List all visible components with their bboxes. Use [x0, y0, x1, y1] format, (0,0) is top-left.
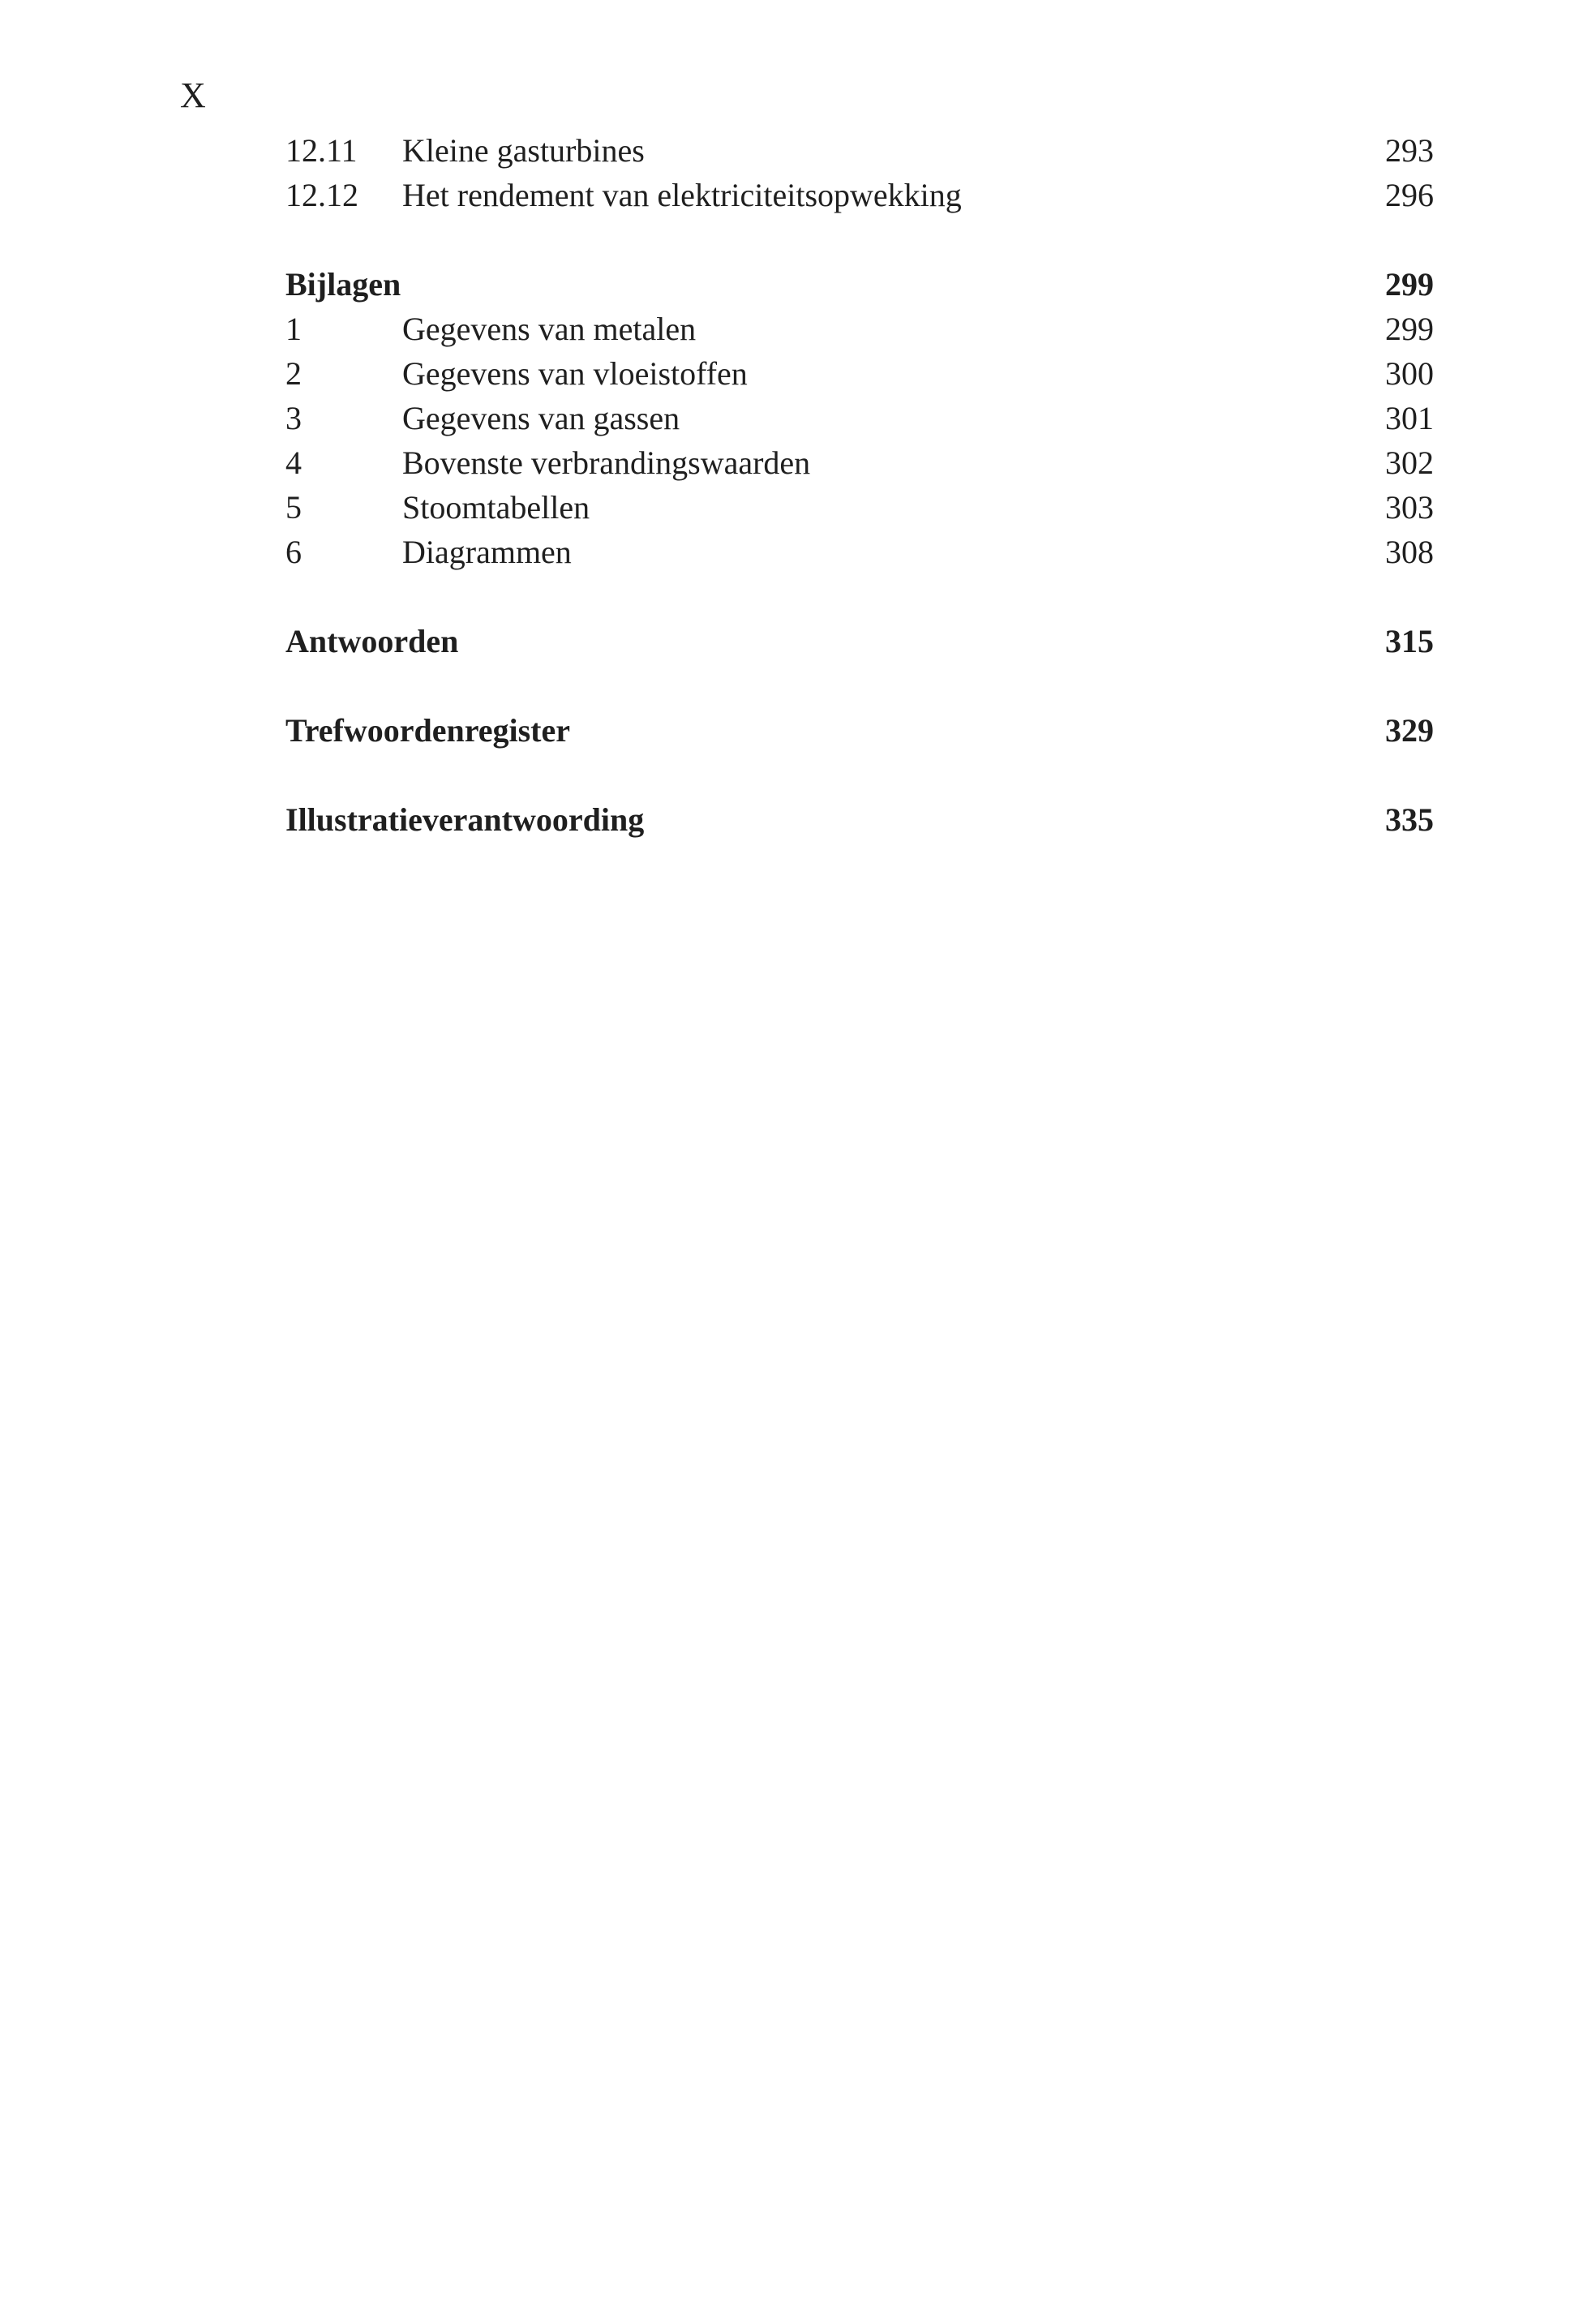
toc-entry-title: Stoomtabellen	[402, 489, 590, 526]
toc-entry-title: Gegevens van metalen	[402, 311, 697, 347]
toc-entry-number: 2	[285, 355, 302, 392]
toc-heading-title: Illustratieverantwoording	[285, 801, 645, 838]
toc-entry-number: 4	[285, 444, 302, 481]
toc-heading-illustratieverantwoording[interactable]	[285, 797, 1434, 842]
spacer	[285, 217, 1434, 262]
toc-heading-page: 315	[1385, 623, 1434, 659]
toc-entry-title: Bovenste verbrandingswaarden	[402, 444, 811, 481]
table-of-contents	[285, 128, 1434, 842]
toc-entry-page: 301	[1385, 400, 1434, 436]
toc-entry-number: 12.12	[285, 177, 358, 213]
toc-entry-number: 5	[285, 489, 302, 526]
toc-heading-bijlagen[interactable]	[285, 262, 1434, 307]
toc-entry-bijlage-6[interactable]	[285, 530, 1434, 574]
toc-heading-trefwoordenregister[interactable]	[285, 708, 1434, 753]
toc-heading-page: 335	[1385, 801, 1434, 838]
toc-entry-number: 6	[285, 534, 302, 570]
toc-entry-bijlage-2[interactable]	[285, 351, 1434, 396]
toc-entry-page: 296	[1385, 177, 1434, 213]
toc-heading-page: 329	[1385, 712, 1434, 749]
toc-heading-antwoorden[interactable]	[285, 619, 1434, 663]
toc-entry-page: 303	[1385, 489, 1434, 526]
toc-entry-page: 299	[1385, 311, 1434, 347]
toc-entry-title: Diagrammen	[402, 534, 572, 570]
spacer	[285, 663, 1434, 708]
toc-entry-title: Kleine gasturbines	[402, 132, 645, 169]
toc-entry-title: Gegevens van vloeistoffen	[402, 355, 748, 392]
page-number: X	[180, 75, 206, 115]
spacer	[285, 753, 1434, 797]
toc-entry-12-11[interactable]	[285, 128, 1434, 173]
toc-entry-12-12[interactable]	[285, 173, 1434, 217]
toc-entry-number: 1	[285, 311, 302, 347]
toc-heading-title: Antwoorden	[285, 623, 459, 659]
toc-entry-bijlage-3[interactable]	[285, 396, 1434, 440]
toc-entry-bijlage-1[interactable]	[285, 307, 1434, 351]
toc-entry-number: 3	[285, 400, 302, 436]
toc-entry-page: 302	[1385, 444, 1434, 481]
spacer	[285, 574, 1434, 619]
toc-heading-title: Trefwoordenregister	[285, 712, 570, 749]
toc-entry-page: 308	[1385, 534, 1434, 570]
toc-entry-page: 293	[1385, 132, 1434, 169]
toc-entry-bijlage-4[interactable]	[285, 440, 1434, 485]
toc-heading-title: Bijlagen	[285, 266, 401, 303]
toc-heading-page: 299	[1385, 266, 1434, 303]
toc-entry-page: 300	[1385, 355, 1434, 392]
toc-entry-title: Het rendement van elektriciteitsopwekking	[402, 177, 962, 213]
toc-entry-title: Gegevens van gassen	[402, 400, 680, 436]
toc-entry-number: 12.11	[285, 132, 358, 169]
toc-entry-bijlage-5[interactable]	[285, 485, 1434, 530]
